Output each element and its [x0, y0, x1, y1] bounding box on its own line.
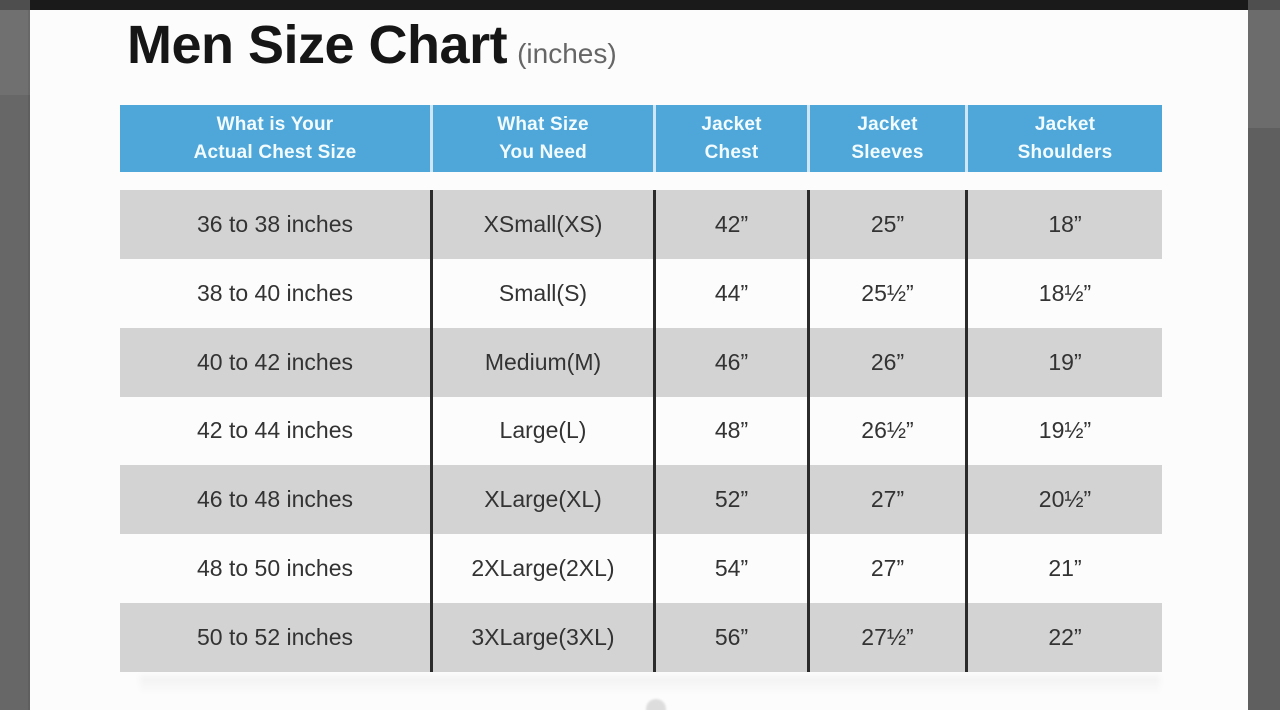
- letterbox-corner-left: [0, 0, 30, 10]
- table-row: [120, 259, 1162, 328]
- table-cell: 27”: [807, 465, 965, 534]
- header-line: You Need: [499, 141, 587, 163]
- table-cell: 46 to 48 inches: [120, 465, 430, 534]
- table-row: [120, 328, 1162, 397]
- table-cell: 56”: [653, 603, 807, 672]
- table-cell: 3XLarge(3XL): [430, 603, 653, 672]
- table-cell: 42 to 44 inches: [120, 397, 430, 466]
- table-cell: 26”: [807, 328, 965, 397]
- header-line: Jacket: [701, 113, 762, 135]
- letterbox-right-strip: [1248, 10, 1280, 710]
- table-cell: 27½”: [807, 603, 965, 672]
- table-cell: XSmall(XS): [430, 190, 653, 259]
- table-cell: Small(S): [430, 259, 653, 328]
- table-cell: 54”: [653, 534, 807, 603]
- header-line: Actual Chest Size: [193, 141, 357, 163]
- table-cell: 25½”: [807, 259, 965, 328]
- table-cell: 40 to 42 inches: [120, 328, 430, 397]
- letterbox-top-bar: [30, 0, 1248, 10]
- table-cell: XLarge(XL): [430, 465, 653, 534]
- table-cell: 22”: [965, 603, 1162, 672]
- header-jacket-chest: [653, 105, 807, 172]
- table-cell: 46”: [653, 328, 807, 397]
- table-cell: 48”: [653, 397, 807, 466]
- table-cell: 19”: [965, 328, 1162, 397]
- table-cell: 20½”: [965, 465, 1162, 534]
- table-row: [120, 465, 1162, 534]
- table-cell: 19½”: [965, 397, 1162, 466]
- header-jacket-sleeves: [807, 105, 965, 172]
- letterbox-corner-right: [1248, 0, 1280, 10]
- table-cell: 18½”: [965, 259, 1162, 328]
- table-cell: 44”: [653, 259, 807, 328]
- table-cell: 26½”: [807, 397, 965, 466]
- header-line: Jacket: [1034, 113, 1096, 135]
- header-line: What Size: [497, 113, 589, 135]
- table-cell: 18”: [965, 190, 1162, 259]
- title-text: Men Size Chart: [127, 15, 508, 75]
- table-row: [120, 397, 1162, 466]
- table-cell: Medium(M): [430, 328, 653, 397]
- header-line: Sleeves: [851, 141, 924, 163]
- table-cell: 48 to 50 inches: [120, 534, 430, 603]
- header-line: Jacket: [857, 113, 918, 135]
- table-cell: 36 to 38 inches: [120, 190, 430, 259]
- header-size-you-need: [430, 105, 653, 172]
- table-cell: 25”: [807, 190, 965, 259]
- table-cell: Large(L): [430, 397, 653, 466]
- glare-artifact: [140, 676, 1160, 694]
- table-cell: 42”: [653, 190, 807, 259]
- header-line: Chest: [704, 141, 759, 163]
- header-jacket-shoulders: [965, 105, 1162, 172]
- table-cell: 2XLarge(2XL): [430, 534, 653, 603]
- table-row: [120, 534, 1162, 603]
- table-cell: 50 to 52 inches: [120, 603, 430, 672]
- table-header-row: [120, 105, 1162, 172]
- smudge-artifact: [646, 699, 666, 710]
- title-units: (inches): [517, 38, 617, 69]
- letterbox-left-strip: [0, 10, 30, 710]
- table-cell: 27”: [807, 534, 965, 603]
- page-title: [127, 14, 617, 76]
- table-cell: 52”: [653, 465, 807, 534]
- table-cell: 38 to 40 inches: [120, 259, 430, 328]
- header-actual-chest-size: [120, 105, 430, 172]
- table-row: [120, 190, 1162, 259]
- table-body: [120, 190, 1162, 672]
- header-line: What is Your: [216, 113, 334, 135]
- header-line: Shoulders: [1017, 141, 1113, 163]
- table-row: [120, 603, 1162, 672]
- table-cell: 21”: [965, 534, 1162, 603]
